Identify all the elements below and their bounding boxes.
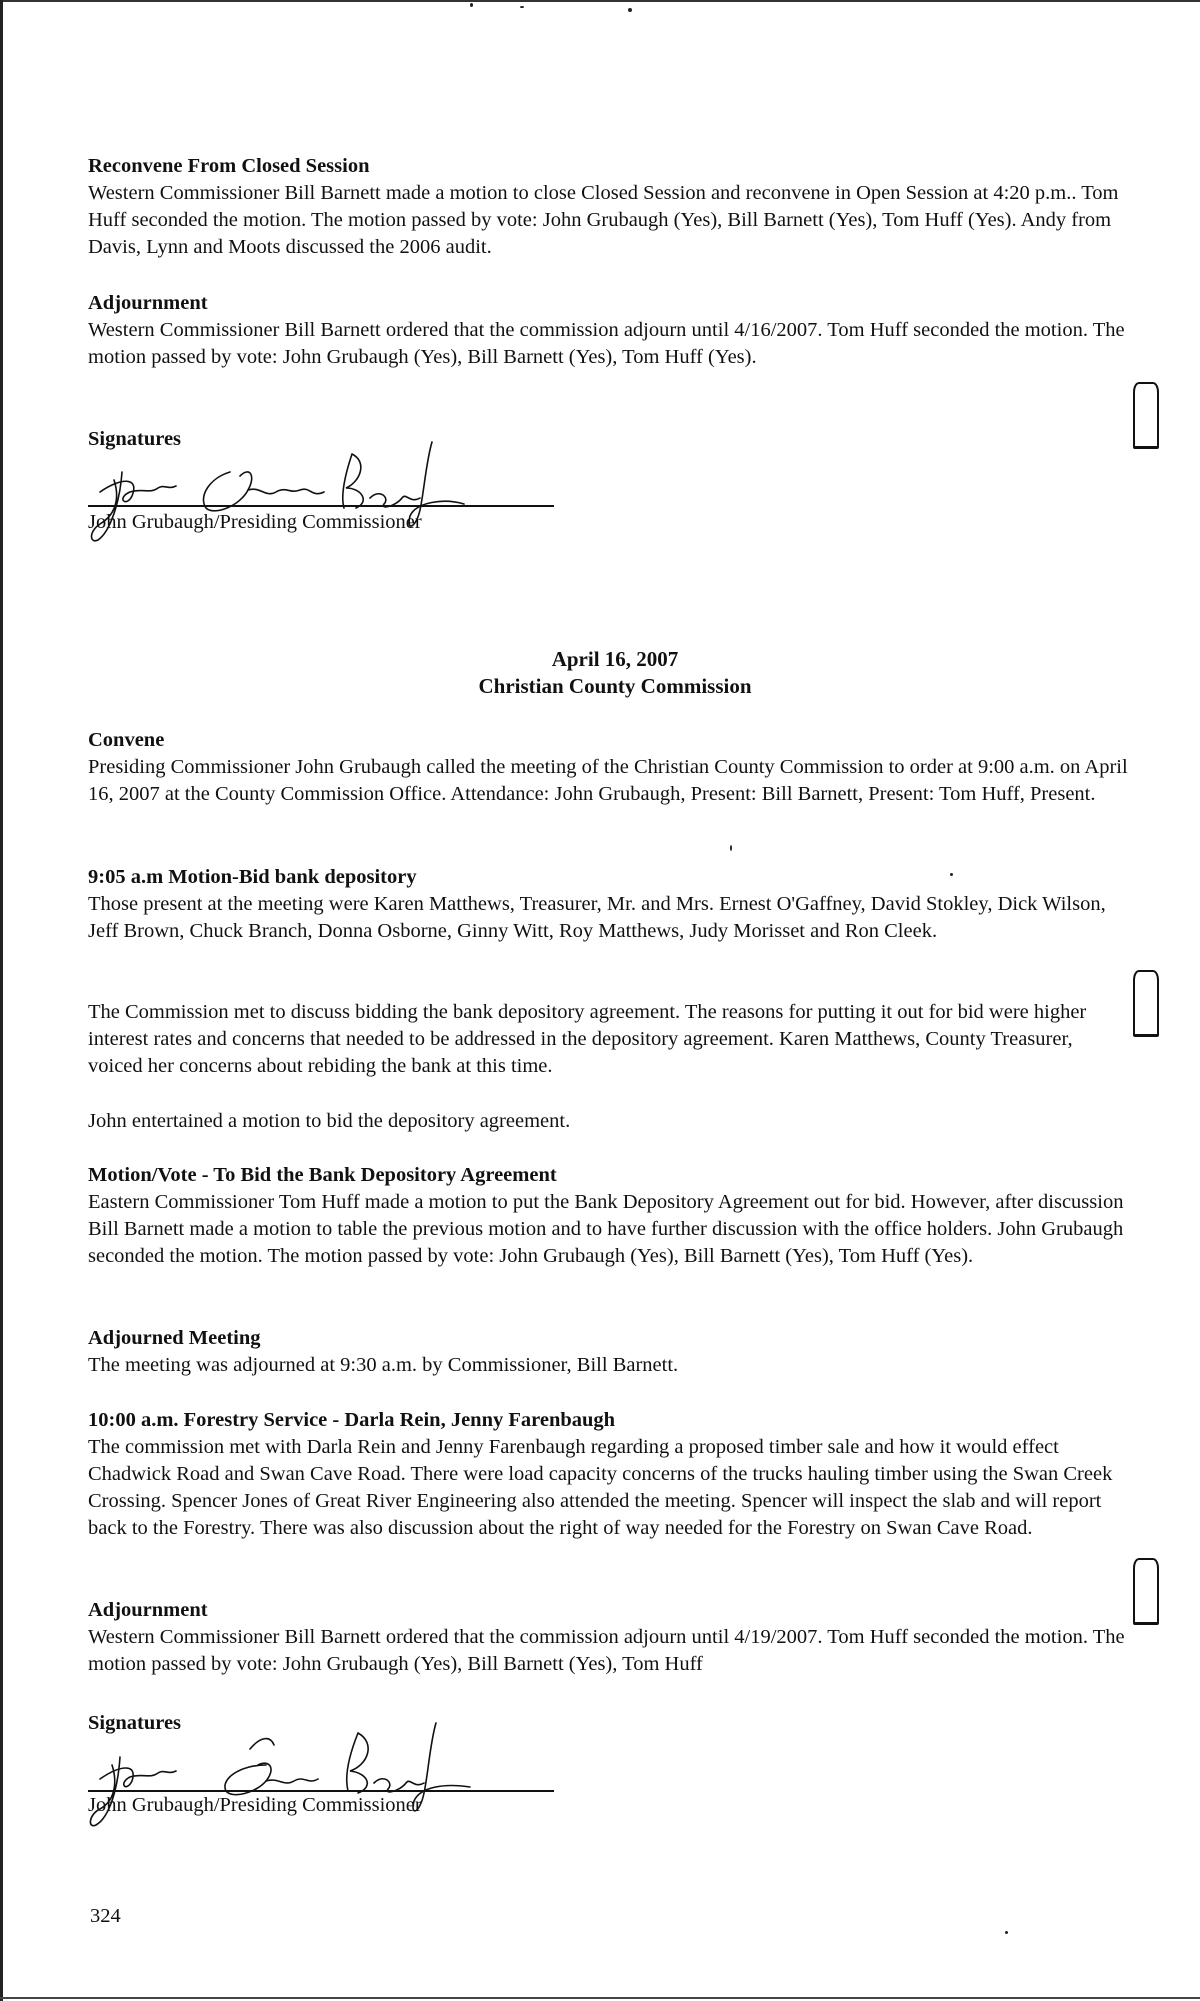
signature-caption: John Grubaugh/Presiding Commissioner [88,511,422,533]
signature-line [88,505,554,507]
scan-speck [1005,1931,1008,1934]
page-number: 324 [90,1905,121,1927]
adjournment-text: Western Commissioner Bill Barnett ordered that the commission adjourn until 4/19/2007. Tom Huff seconded the motion. The motion passed by vote: John Grubaugh (Yes), Bill Barnett (Yes), Tom Huff [88,1626,1125,1675]
adjournment-section-1 [88,290,1128,371]
forestry-heading: 10:00 a.m. Forestry Service - Darla Rein, Jenny Farenbaugh [88,1409,616,1431]
adjournment-text: Western Commissioner Bill Barnett ordered that the commission adjourn until 4/16/2007. Tom Huff seconded the motion. The motion passed by vote: John Grubaugh (Yes), Bill Barnett (Yes), Tom Huff (Yes). [88,319,1125,368]
handwritten-signature [80,1715,500,1840]
convene-text: Presiding Commissioner John Grubaugh called the meeting of the Christian County Commission to order at 9:00 a.m. on April 16, 2007 at the County Commission Office. Attendance: John Grubaugh, Present: Bill Barnett, Present: Tom Huff, Present. [88,756,1128,805]
forestry-section [88,1407,1128,1542]
adjournment-section-2 [88,1597,1128,1678]
meeting-body: Christian County Commission [478,674,752,698]
convene-heading: Convene [88,729,165,751]
scan-speck [520,6,524,8]
scan-speck [628,8,632,12]
reconvene-section [88,153,1128,261]
motion-heading: Motion/Vote - To Bid the Bank Depository Agreement [88,1164,557,1186]
margin-box-marker [1133,382,1159,449]
handwritten-signature [80,432,500,552]
adjourned-heading: Adjourned Meeting [88,1327,261,1349]
adjournment-heading: Adjournment [88,1599,208,1621]
scan-speck [730,845,732,851]
page-bottom-edge [0,1997,1200,1999]
reconvene-heading: Reconvene From Closed Session [88,155,370,177]
adjourned-section [88,1325,1128,1379]
adjourned-text: The meeting was adjourned at 9:30 a.m. by Commissioner, Bill Barnett. [88,1354,679,1376]
margin-box-marker [1133,1558,1159,1625]
signature-line [88,1790,554,1792]
page-top-edge [0,0,1200,2]
page-left-edge [0,0,3,2001]
bid-discussion [88,999,1128,1080]
bid-heading: 9:05 a.m Motion-Bid bank depository [88,866,417,888]
bid-text-attendees: Those present at the meeting were Karen Matthews, Treasurer, Mr. and Mrs. Ernest O'Gaffney, David Stokley, Dick Wilson, Jeff Brown, Chuck Branch, Donna Osborne, Ginny Witt, Roy Matthews, Judy Morisset and Ron Cleek. [88,893,1106,942]
adjournment-heading: Adjournment [88,292,208,314]
signature-caption: John Grubaugh/Presiding Commissioner [88,1794,422,1816]
reconvene-text: Western Commissioner Bill Barnett made a motion to close Closed Session and reconvene in Open Session at 4:20 p.m.. Tom Huff seconded the motion. The motion passed by vote: John Grubaugh (Yes), Bill Barnett (Yes), Tom Huff (Yes). Andy from Davis, Lynn and Moots discussed the 2006 audit. [88,182,1119,258]
signatures-heading: Signatures [88,428,182,450]
convene-section [88,727,1128,808]
bid-text-discussion: The Commission met to discuss bidding the bank depository agreement. The reasons for putting it out for bid were higher interest rates and concerns that needed to be addressed in the depository agreement. Karen Matthews, County Treasurer, voiced her concerns about rebiding the bank at this time. [88,1001,1087,1077]
meeting-date: April 16, 2007 [551,647,679,671]
scan-speck [470,3,473,7]
margin-box-marker [1133,970,1159,1037]
bid-text-entertain: John entertained a motion to bid the depository agreement. [88,1110,571,1132]
forestry-text: The commission met with Darla Rein and Jenny Farenbaugh regarding a proposed timber sale and how it would effect Chadwick Road and Swan Cave Road. There were load capacity concerns of the trucks hauling timber using the Swan Creek Crossing. Spencer Jones of Great River Engineering also attended the meeting. Spencer will inspect the slab and will report back to the Forestry. There was also discussion about the right of way needed for the Forestry on Swan Cave Road. [88,1436,1113,1539]
motion-section [88,1162,1128,1270]
bid-section [88,864,1128,945]
bid-entertain [88,1108,1128,1135]
motion-text: Eastern Commissioner Tom Huff made a motion to put the Bank Depository Agreement out for bid. However, after discussion Bill Barnett made a motion to table the previous motion and to have further discussion with the office holders. John Grubaugh seconded the motion. The motion passed by vote: John Grubaugh (Yes), Bill Barnett (Yes), Tom Huff (Yes). [88,1191,1124,1267]
signatures-heading: Signatures [88,1712,182,1734]
